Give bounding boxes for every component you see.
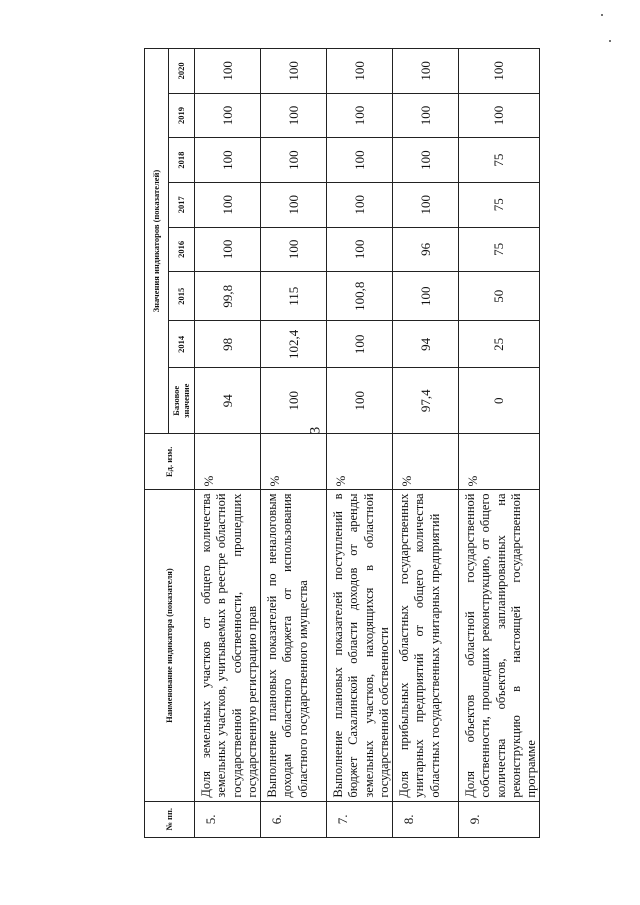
year-value-cell: 100 [327, 182, 393, 227]
header-year: 2020 [169, 49, 195, 94]
unit-cell: % [327, 434, 393, 490]
year-value-cell: 100 [261, 182, 327, 227]
year-value-cell: 100 [327, 227, 393, 272]
header-base: Базовое значение [169, 368, 195, 434]
row-number: 6. [261, 801, 327, 837]
unit-cell: % [393, 434, 459, 490]
header-year: 2016 [169, 227, 195, 272]
base-value-cell: 100 [327, 368, 393, 434]
year-value-cell: 94 [393, 321, 459, 368]
year-value-cell: 100 [195, 182, 261, 227]
indicator-name: Выполнение плановых показателей по неналоговым доходам областного бюджета от использования областного государственного имущества [261, 490, 327, 801]
year-value-cell: 100 [327, 49, 393, 94]
year-value-cell: 25 [459, 321, 540, 368]
year-value-cell: 100 [261, 93, 327, 138]
year-value-cell: 100 [393, 138, 459, 183]
table-row [393, 49, 459, 838]
page-number: 3 [307, 426, 324, 435]
year-value-cell: 99,8 [195, 272, 261, 321]
indicator-name: Доля прибыльных областных государственных унитарных предприятий от общего количества областных государственных унитарных предприятий [393, 490, 459, 801]
table-row [327, 49, 393, 838]
header-year: 2014 [169, 321, 195, 368]
base-value-cell: 94 [195, 368, 261, 434]
unit-cell: % [261, 434, 327, 490]
year-value-cell: 100 [327, 93, 393, 138]
year-value-cell: 100 [393, 272, 459, 321]
header-num: № пп. [145, 801, 195, 837]
row-number: 9. [459, 801, 540, 837]
year-value-cell: 100 [261, 138, 327, 183]
header-year: 2017 [169, 182, 195, 227]
base-value-cell: 97,4 [393, 368, 459, 434]
year-value-cell: 100 [195, 138, 261, 183]
row-number: 5. [195, 801, 261, 837]
scan-speck [601, 14, 603, 16]
year-value-cell: 100,8 [327, 272, 393, 321]
header-year: 2019 [169, 93, 195, 138]
year-value-cell: 100 [327, 138, 393, 183]
year-value-cell: 100 [459, 49, 540, 94]
unit-cell: % [459, 434, 540, 490]
header-values-group: Значения индикаторов (показателей) [145, 49, 169, 434]
year-value-cell: 100 [195, 93, 261, 138]
year-value-cell: 96 [393, 227, 459, 272]
scan-speck [609, 40, 611, 42]
year-value-cell: 115 [261, 272, 327, 321]
header-unit: Ед. изм. [145, 434, 195, 490]
year-value-cell: 100 [261, 227, 327, 272]
year-value-cell: 75 [459, 138, 540, 183]
header-name: Наименование индикатора (показателя) [145, 490, 195, 801]
unit-cell: % [195, 434, 261, 490]
year-value-cell: 100 [195, 227, 261, 272]
header-year: 2018 [169, 138, 195, 183]
base-value-cell: 100 [261, 368, 327, 434]
indicator-name: Доля объектов областной государственной собственности, прошедших реконструкцию, от общего количества объектов, запланированных на реконструкцию в настоящей государственной программе [459, 490, 540, 801]
year-value-cell: 75 [459, 227, 540, 272]
year-value-cell: 100 [393, 93, 459, 138]
year-value-cell: 100 [459, 93, 540, 138]
indicator-name: Доля земельных участков от общего количества земельных участков, учитываемых в реестре областной государственной собственности, прошедших государственную регистрацию прав [195, 490, 261, 801]
header-year: 2015 [169, 272, 195, 321]
table-row [459, 49, 540, 838]
table-row [195, 49, 261, 838]
year-value-cell: 98 [195, 321, 261, 368]
year-value-cell: 100 [393, 182, 459, 227]
year-value-cell: 100 [195, 49, 261, 94]
year-value-cell: 50 [459, 272, 540, 321]
row-number: 8. [393, 801, 459, 837]
row-number: 7. [327, 801, 393, 837]
year-value-cell: 75 [459, 182, 540, 227]
indicator-table-rotated [144, 48, 538, 838]
year-value-cell: 102,4 [261, 321, 327, 368]
indicator-name: Выполнение плановых показателей поступлений в бюджет Сахалинской области доходов от аренды земельных участков, находящихся в областной государственной собственности [327, 490, 393, 801]
indicator-table [144, 48, 540, 838]
year-value-cell: 100 [393, 49, 459, 94]
base-value-cell: 0 [459, 368, 540, 434]
table-row [261, 49, 327, 838]
year-value-cell: 100 [261, 49, 327, 94]
year-value-cell: 100 [327, 321, 393, 368]
